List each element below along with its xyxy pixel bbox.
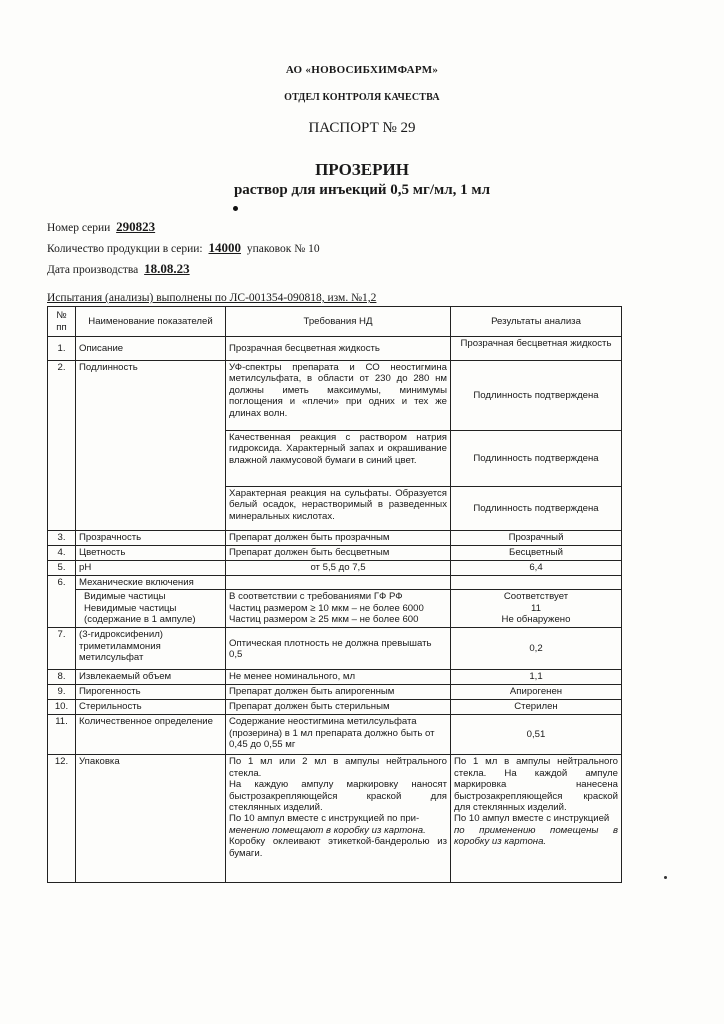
table-row [48, 670, 622, 685]
row-req: Не менее номинального, мл [226, 670, 451, 685]
row-req: Препарат должен быть стерильным [226, 700, 451, 715]
sub-invisible: Невидимые частицы [84, 602, 177, 614]
row-req-packaging [226, 755, 451, 883]
row-name: Стерильность [76, 700, 226, 715]
row-res: 0,2 [451, 628, 622, 670]
table-header-row [48, 307, 622, 337]
row-num: 2. [48, 361, 76, 531]
row-res: Апирогенен [451, 685, 622, 700]
header-requirements: Требования НД [226, 307, 451, 337]
row-req: Качественная реакция с раствором натрия гидроксида. Характерный запах и окрашивание влажной лакмусовой бумаги в синий цвет. [226, 431, 451, 487]
header-indicator: Наименование показателей [76, 307, 226, 337]
date-line [47, 261, 193, 277]
row-res: Прозрачный [451, 531, 622, 546]
row-num: 9. [48, 685, 76, 700]
pack-req-3a: По 10 ампул вместе с инструкцией по при- [229, 813, 420, 825]
date-value: 18.08.23 [144, 261, 190, 276]
row-name: Пирогенность [76, 685, 226, 700]
row-res: Подлинность подтверждена [451, 361, 622, 431]
tests-title: Испытания (анализы) выполнены по ЛС-001354-090818, изм. №1,2 [47, 292, 377, 304]
pack-req-3b: менению помещают в коробку из картона. [229, 824, 426, 836]
table-row [48, 531, 622, 546]
row-res: 1,1 [451, 670, 622, 685]
row-num: 12. [48, 755, 76, 883]
table-row [48, 576, 622, 590]
res-visible: Соответствует [503, 591, 569, 603]
row-name: Количественное определение [76, 715, 226, 755]
row-num: 3. [48, 531, 76, 546]
row-req: Характерная реакция на сульфаты. Образуется белый осадок, нерастворимый в разведенных минеральных кислотах. [226, 487, 451, 531]
company-name: АО «НОВОСИБХИМФАРМ» [285, 64, 439, 76]
table-row [48, 755, 622, 883]
department-name: ОТДЕЛ КОНТРОЛЯ КАЧЕСТВА [284, 92, 440, 103]
row-num: 5. [48, 561, 76, 576]
table-row [48, 715, 622, 755]
sub-visible: Видимые частицы [84, 591, 166, 603]
req-25um: Частиц размером ≥ 25 мкм – не более 600 [229, 614, 419, 626]
sub-content: (содержание в 1 ампуле) [84, 614, 196, 626]
drug-name: ПРОЗЕРИН [315, 160, 409, 179]
row-req: Препарат должен быть прозрачным [226, 531, 451, 546]
row-res: 6,4 [451, 561, 622, 576]
row-res: 0,51 [451, 715, 622, 755]
row-num: 10. [48, 700, 76, 715]
row-res: Прозрачная бесцветная жидкость [451, 337, 622, 361]
table-row [48, 361, 622, 431]
quantity-label: Количество продукции в серии: [47, 243, 203, 255]
pack-res-2b [454, 825, 618, 848]
row-req-empty [226, 576, 451, 590]
passport-number: ПАСПОРТ № 29 [308, 120, 416, 136]
row-req: Содержание неостигмина метилсульфата (прозерина) в 1 мл препарата должно быть от 0,45 до 0,55 мг [226, 715, 451, 755]
pack-res-1: По 1 мл в ампулы нейтрального стекла. На каждой ампуле маркировка нанесена быстрозакрепляющейся краской для стеклянных изделий. [454, 756, 618, 814]
row-num: 7. [48, 628, 76, 670]
row-name: Цветность [76, 546, 226, 561]
row-res: Стерилен [451, 700, 622, 715]
row-subnames [76, 590, 226, 628]
table-row [48, 561, 622, 576]
res-10um: 11 [531, 602, 541, 614]
quantity-value: 14000 [208, 240, 242, 255]
results-table [47, 306, 622, 883]
row-num: 6. [48, 576, 76, 628]
series-value: 290823 [116, 219, 156, 234]
header-num: № пп [48, 307, 76, 337]
series-label: Номер серии [47, 222, 111, 234]
req-10um: Частиц размером ≥ 10 мкм – не более 6000 [229, 602, 424, 614]
row-name: Подлинность [76, 361, 226, 531]
ink-dot [233, 206, 238, 211]
row-req: УФ-спектры препарата и СО неостигмина метилсульфата, в области от 230 до 280 нм должны иметь максимумы, минимумы поглощения и «плечи» при одних и тех же длинах волн. [226, 361, 451, 431]
table-row [48, 700, 622, 715]
pack-req-2: На каждую ампулу маркировку наносят быстрозакрепляющейся краской для стеклянных изделий. [229, 779, 447, 814]
pack-res-2b-text: по применению помещены в коробку из картона. [454, 824, 618, 848]
row-results [451, 590, 622, 628]
row-req: Оптическая плотность не должна превышать 0,5 [226, 628, 451, 670]
table-row [48, 590, 622, 628]
date-label: Дата производства [47, 264, 139, 276]
row-name: Прозрачность [76, 531, 226, 546]
row-name: Извлекаемый объем [76, 670, 226, 685]
row-num: 8. [48, 670, 76, 685]
table-row [48, 546, 622, 561]
row-num: 1. [48, 337, 76, 361]
row-res: Бесцветный [451, 546, 622, 561]
pack-req-4: Коробку оклеивают этикеткой-бандеролью из бумаги. [229, 836, 447, 859]
row-res: Подлинность подтверждена [451, 431, 622, 487]
pack-res-2a: По 10 ампул вместе с инструкцией [454, 813, 610, 825]
res-25um: Не обнаружено [501, 614, 571, 626]
row-num: 4. [48, 546, 76, 561]
row-res-empty [451, 576, 622, 590]
drug-form: раствор для инъекций 0,5 мг/мл, 1 мл [233, 182, 491, 198]
ink-dot [664, 876, 667, 879]
row-req: Препарат должен быть апирогенным [226, 685, 451, 700]
row-name: Механические включения [76, 576, 226, 590]
row-num: 11. [48, 715, 76, 755]
row-reqs [226, 590, 451, 628]
row-name: Упаковка [76, 755, 226, 883]
row-name: (3-гидроксифенил) триметиламмония метилсульфат [76, 628, 226, 670]
quantity-unit: упаковок № 10 [246, 243, 320, 255]
row-res: Подлинность подтверждена [451, 487, 622, 531]
series-line [47, 219, 158, 235]
row-req: Препарат должен быть бесцветным [226, 546, 451, 561]
table-row [48, 628, 622, 670]
row-req: от 5,5 до 7,5 [226, 561, 451, 576]
table-row [48, 337, 622, 361]
pack-req-1: По 1 мл или 2 мл в ампулы нейтрального стекла. [229, 756, 447, 779]
row-name: pH [76, 561, 226, 576]
header-results: Результаты анализа [451, 307, 622, 337]
table-row [48, 685, 622, 700]
row-res-packaging [451, 755, 622, 883]
row-req: Прозрачная бесцветная жидкость [226, 337, 451, 361]
quantity-line [47, 240, 320, 256]
row-name: Описание [76, 337, 226, 361]
req-gf: В соответствии с требованиями ГФ РФ [229, 591, 403, 603]
